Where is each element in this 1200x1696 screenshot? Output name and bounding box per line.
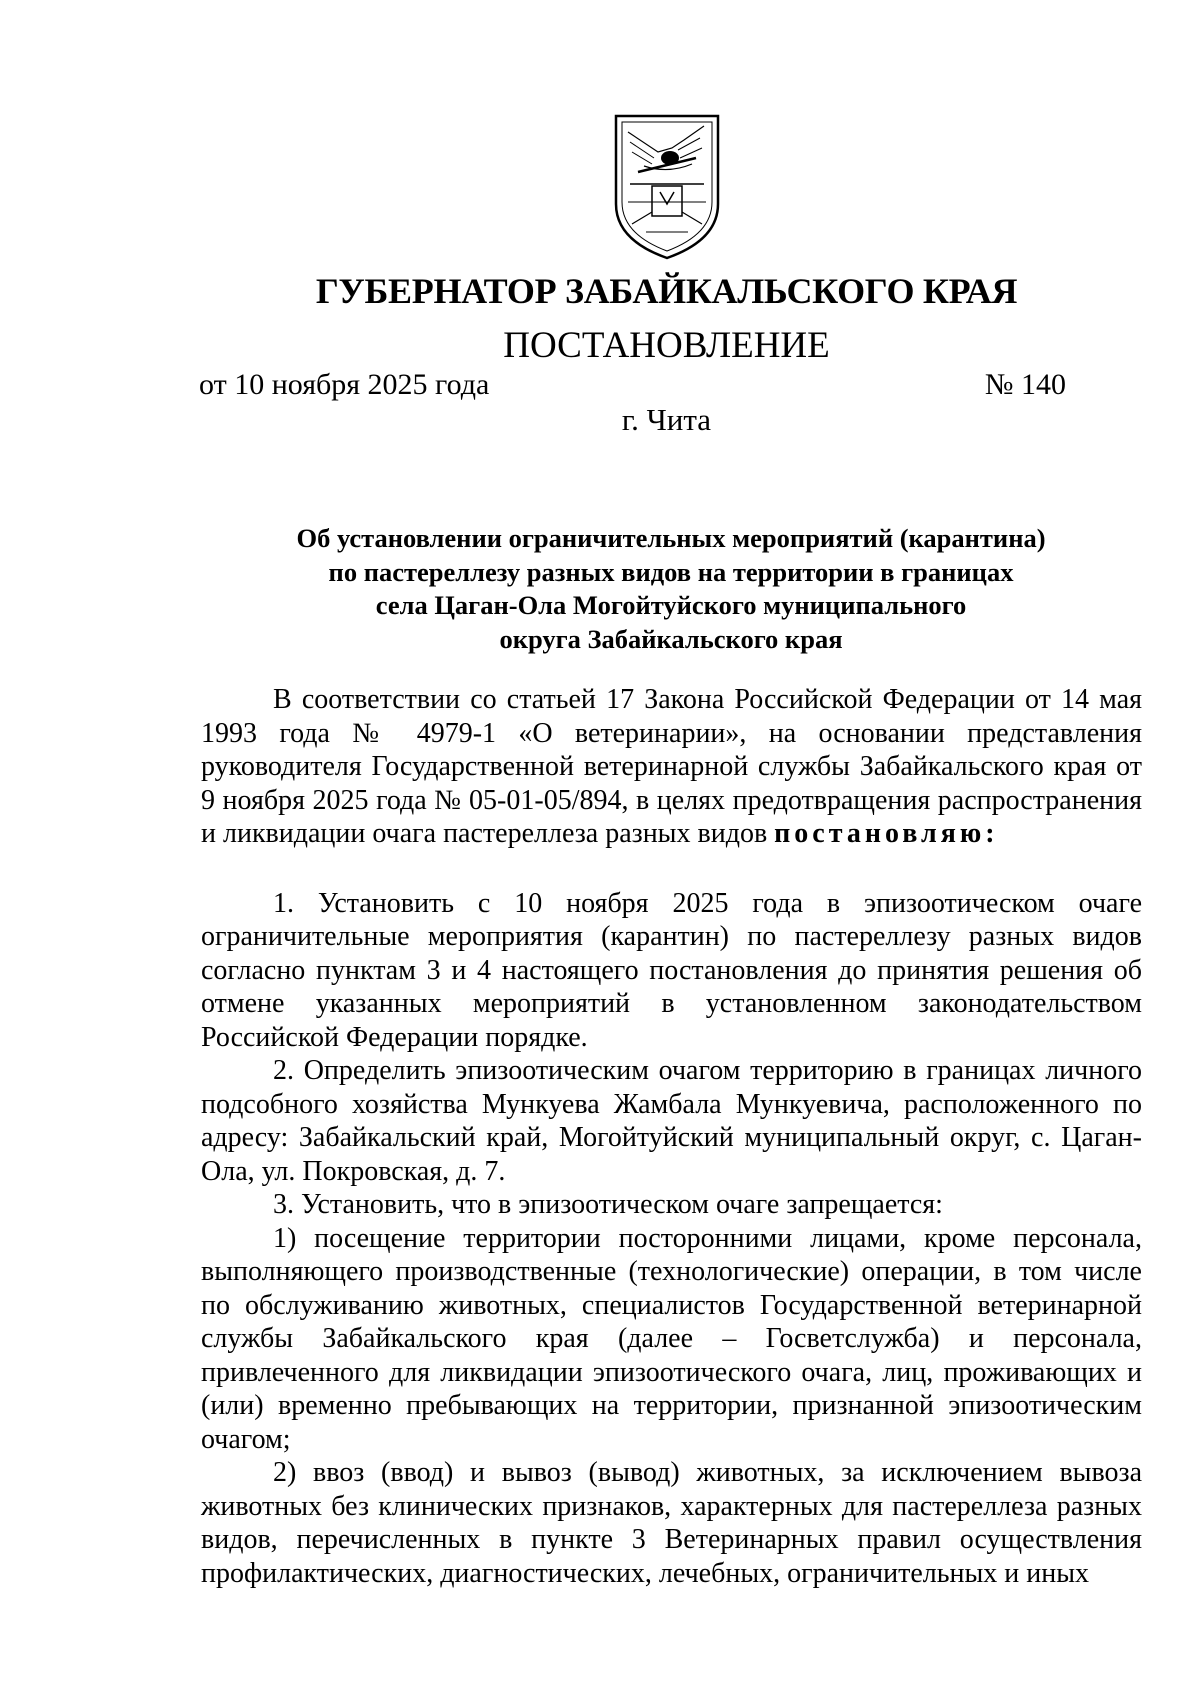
- authority-heading: ГУБЕРНАТОР ЗАБАЙКАЛЬСКОГО КРАЯ: [315, 271, 1018, 311]
- document-body: [201, 683, 1142, 1590]
- title-line: села Цаган-Ола Могойтуйского муниципального: [375, 590, 967, 620]
- document-title: [199, 522, 1143, 656]
- preamble-paragraph: [201, 683, 1142, 851]
- subparagraph-2: 2) ввоз (ввод) и вывоз (вывод) животных, за исключением вывоза животных без клинических признаков, характерных для пастереллеза разных видов, перечисленных в пункте 3 Ветеринарных правил осуществления профилактических, диагностических, лечебных, ограничительных и иных: [201, 1457, 1142, 1589]
- document-number: № 140: [984, 368, 1066, 401]
- paragraph-1: 1. Установить с 10 ноября 2025 года в эпизоотическом очаге ограничительные мероприятия (карантин) по пастереллезу разных видов согласно пунктам 3 и 4 настоящего постановления до принятия решения об отмене указанных мероприятий в установленном законодательством Российской Федерации порядке.: [201, 887, 1142, 1053]
- subparagraph-1: 1) посещение территории посторонними лицами, кроме персонала, выполняющего производственные (технологические) операции, в том числе по обслуживанию животных, специалистов Государственной ветеринарной службы Забайкальского края (далее – Госветслужба) и персонала, привлеченного для ликвидации эпизоотического очага, лиц, проживающих и (или) временно пребывающих на территории, признанной эпизоотическим очагом;: [201, 1222, 1142, 1455]
- paragraph-2: 2. Определить эпизоотическим очагом территорию в границах личного подсобного хозяйства Мункуева Жамбала Мункуевича, расположенного по адресу: Забайкальский край, Могойтуйский муниципальный округ, с. Цаган-Ола, ул. Покровская, д. 7.: [201, 1055, 1142, 1187]
- document-type: ПОСТАНОВЛЕНИЕ: [503, 325, 830, 366]
- title-line: по пастереллезу разных видов на территории в границах: [328, 556, 1014, 587]
- decree-word: постановляю:: [774, 818, 999, 849]
- coat-of-arms-emblem: [608, 112, 726, 262]
- preamble-text: В соответствии со статьей 17 Закона Российской Федерации от 14 мая 1993 года № 4979-1 «О ветеринарии», на основании представления руководителя Государственной ветеринарной службы Забайкальского края от 9 ноября 2025 года № 05-01-05/894, в целях предотвращения распространения и ликвидации очага пастереллеза разных видов: [201, 684, 1142, 849]
- document-city: г. Чита: [621, 402, 712, 437]
- paragraph-3: 3. Установить, что в эпизоотическом очаге запрещается:: [273, 1189, 943, 1220]
- title-line: Об установлении ограничительных мероприятий (карантина): [296, 523, 1046, 553]
- title-line: округа Забайкальского края: [499, 623, 843, 654]
- document-date: от 10 ноября 2025 года: [199, 368, 490, 401]
